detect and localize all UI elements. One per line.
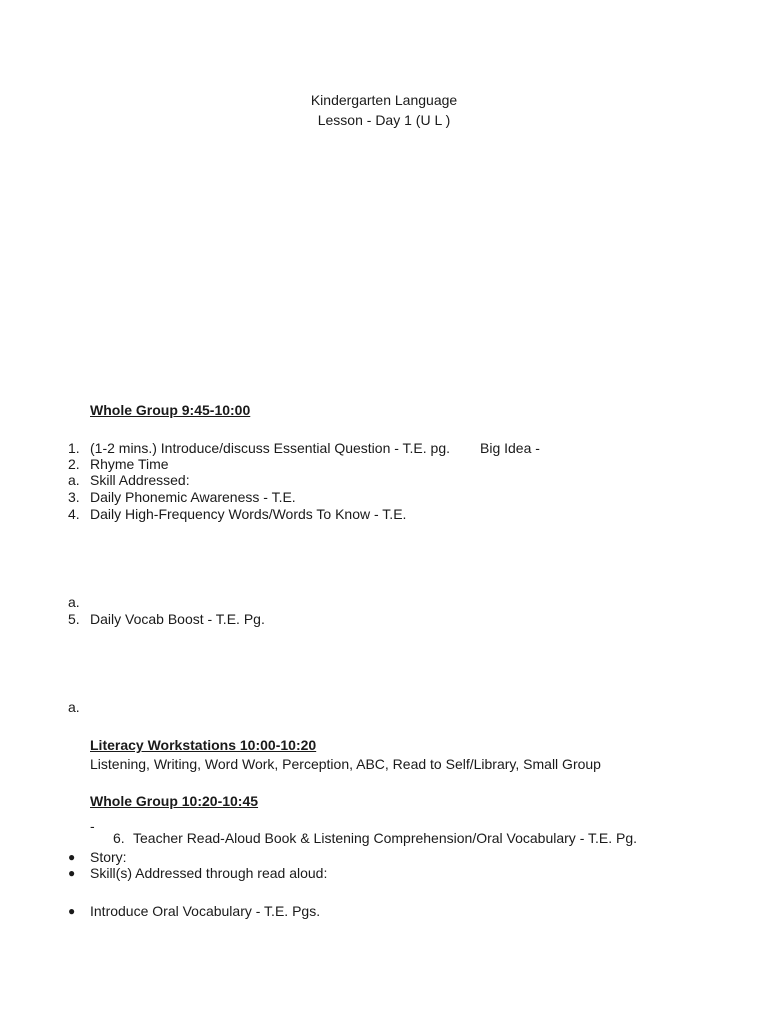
- list-marker: a.: [68, 472, 80, 488]
- section-heading-literacy-workstations: Literacy Workstations 10:00-10:20: [90, 737, 317, 753]
- dash-marker: -: [90, 818, 95, 834]
- section-heading-whole-group-2: Whole Group 10:20-10:45: [90, 793, 259, 809]
- list-marker: 5.: [68, 611, 80, 627]
- big-idea-label: Big Idea -: [480, 440, 540, 456]
- list-item-text: (1-2 mins.) Introduce/discuss Essential Question - T.E. pg.: [90, 440, 451, 456]
- document-title-line2: Lesson - Day 1 (U L ): [317, 112, 451, 128]
- list-marker: 1.: [68, 440, 80, 456]
- document-title-line1: Kindergarten Language: [310, 92, 458, 108]
- list-marker: 6.: [113, 830, 125, 846]
- list-item-text: Daily Phonemic Awareness - T.E.: [90, 489, 296, 505]
- bullet-item-text: Story:: [90, 849, 127, 865]
- bullet-item-text: Skill(s) Addressed through read aloud:: [90, 865, 328, 881]
- list-marker: a.: [68, 699, 80, 715]
- bullet-icon: ●: [68, 866, 76, 880]
- list-marker: 3.: [68, 489, 80, 505]
- list-item-text: Daily Vocab Boost - T.E. Pg.: [90, 611, 265, 627]
- list-marker: 4.: [68, 506, 80, 522]
- list-item-text: Rhyme Time: [90, 456, 169, 472]
- list-marker: a.: [68, 594, 80, 610]
- list-item-text: Daily High-Frequency Words/Words To Know - T.E.: [90, 506, 407, 522]
- bullet-icon: ●: [68, 850, 76, 864]
- list-item-text: Skill Addressed:: [90, 472, 190, 488]
- list-marker: 2.: [68, 456, 80, 472]
- section-heading-whole-group-1: Whole Group 9:45-10:00: [90, 402, 251, 418]
- bullet-icon: ●: [68, 904, 76, 918]
- workstations-list-text: Listening, Writing, Word Work, Perception, ABC, Read to Self/Library, Small Group: [90, 756, 601, 772]
- bullet-item-text: Introduce Oral Vocabulary - T.E. Pgs.: [90, 903, 321, 919]
- list-item-text: Teacher Read-Aloud Book & Listening Comprehension/Oral Vocabulary - T.E. Pg.: [133, 830, 638, 846]
